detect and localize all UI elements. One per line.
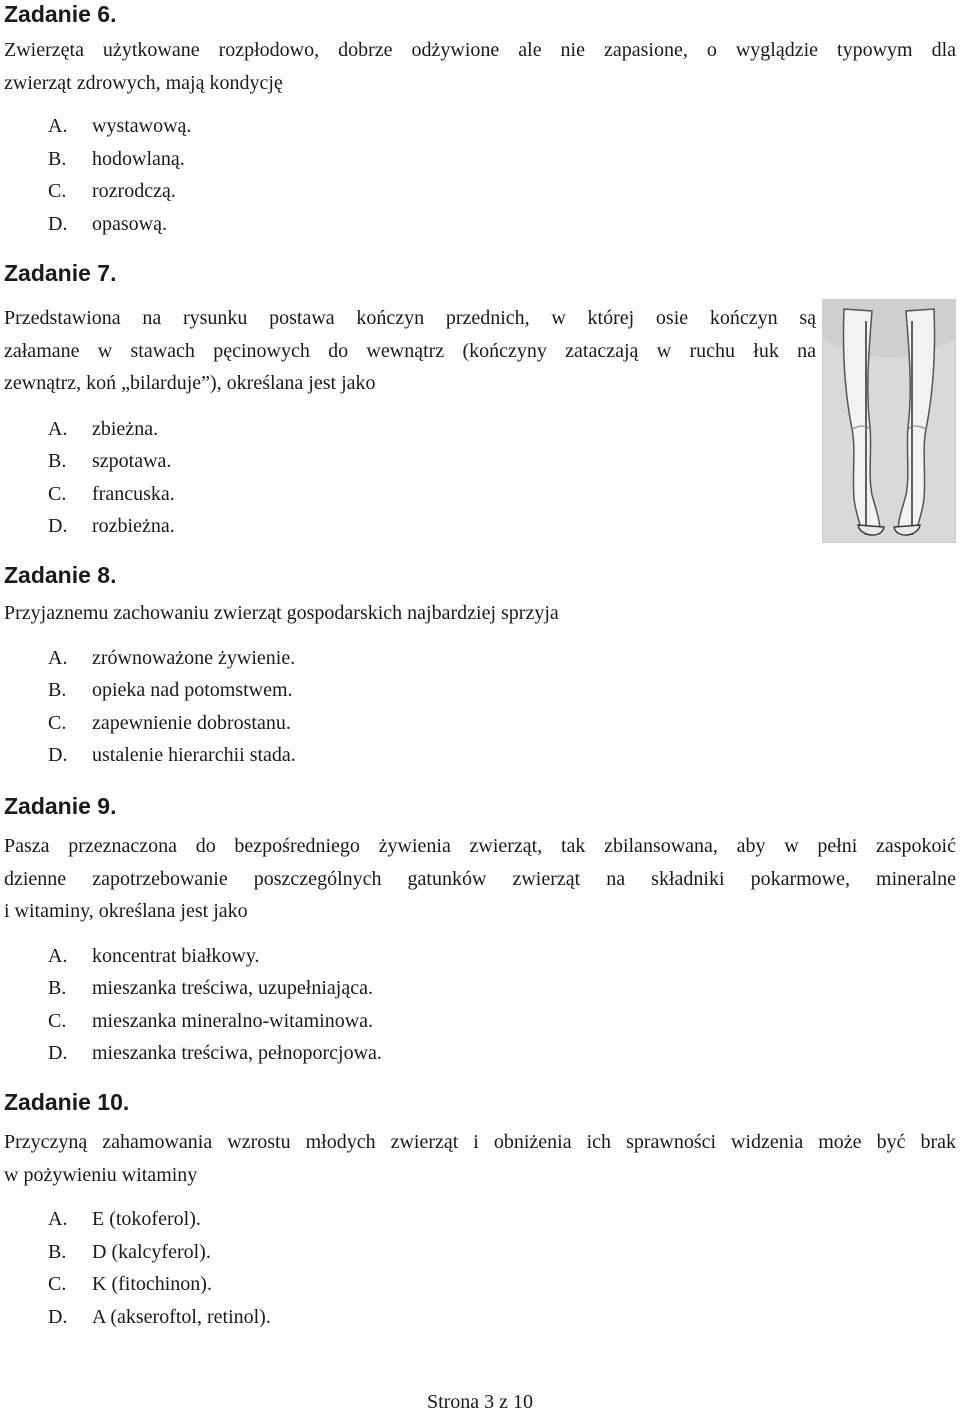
answer-option-c[interactable] [4, 1005, 956, 1038]
page-number: Strona 3 z 10 [426, 1391, 534, 1413]
answer-option-c[interactable] [4, 175, 956, 208]
answer-list [4, 940, 956, 1070]
answer-option-b[interactable] [4, 972, 956, 1005]
answer-option-d[interactable] [4, 739, 956, 772]
answer-list [4, 110, 956, 240]
answer-text: rozrodczą. [92, 180, 176, 202]
answer-letter: A. [48, 646, 68, 669]
answer-letter: B. [48, 679, 67, 701]
answer-text: rozbieżna. [92, 515, 175, 537]
answer-letter: D. [48, 1305, 68, 1328]
answer-option-d[interactable] [4, 1301, 956, 1334]
answer-text: ustalenie hierarchii stada. [92, 744, 296, 766]
answer-text: koncentrat białkowy. [92, 944, 260, 967]
question-line: Przyjaznemu zachowaniu zwierząt gospodarskich najbardziej sprzyja [4, 602, 559, 624]
answer-text: zrównoważone żywienie. [92, 646, 296, 669]
answer-text: opieka nad potomstwem. [92, 679, 293, 701]
answer-letter: B. [48, 977, 67, 999]
answer-option-a[interactable] [4, 413, 816, 446]
answer-list [4, 413, 816, 543]
answer-option-a[interactable] [4, 110, 956, 143]
answer-text: wystawową. [92, 115, 192, 137]
answer-option-b[interactable] [4, 674, 956, 707]
horse-legs-figure [822, 299, 956, 543]
answer-option-b[interactable] [4, 143, 956, 176]
answer-text: szpotawa. [92, 450, 172, 472]
answer-text: A (akseroftol, retinol). [92, 1305, 271, 1328]
answer-letter: B. [48, 147, 67, 170]
question-text [4, 1126, 956, 1191]
task-title: Zadanie 6. [4, 1, 117, 27]
task-8 [4, 561, 956, 772]
task-10 [4, 1088, 956, 1333]
answer-letter: D. [48, 212, 68, 235]
answer-list [4, 642, 956, 772]
question-line: dzienne zapotrzebowanie poszczególnych gatunków zwierząt na składniki pokarmowe, mineralne [4, 867, 956, 890]
answer-letter: A. [48, 944, 68, 967]
question-line: Zwierzęta użytkowane rozpłodowo, dobrze odżywione ale nie zapasione, o wyglądzie typowym dla [4, 39, 956, 61]
question-text [4, 597, 956, 630]
question-text [4, 302, 816, 400]
question-line: Przedstawiona na rysunku postawa kończyn przednich, w której osie kończyn są [4, 307, 816, 329]
answer-text: mieszanka mineralno-witaminowa. [92, 1009, 374, 1032]
answer-option-d[interactable] [4, 510, 816, 543]
answer-letter: C. [48, 711, 67, 734]
answer-text: opasową. [92, 212, 167, 235]
answer-letter: D. [48, 744, 68, 766]
answer-option-b[interactable] [4, 445, 816, 478]
task-title: Zadanie 9. [4, 793, 117, 819]
question-line: zewnątrz, koń „bilarduje”), określana jest jako [4, 372, 376, 394]
task-title: Zadanie 8. [4, 562, 117, 588]
answer-text: zbieżna. [92, 417, 159, 440]
answer-option-b[interactable] [4, 1236, 956, 1269]
question-line: Pasza przeznaczona do bezpośredniego żywienia zwierząt, tak zbilansowana, aby w pełni zaspokoić [4, 835, 956, 857]
answer-letter: C. [48, 482, 67, 505]
answer-option-c[interactable] [4, 478, 816, 511]
answer-text: K (fitochinon). [92, 1273, 212, 1295]
answer-letter: D. [48, 515, 68, 537]
answer-option-a[interactable] [4, 642, 956, 675]
answer-text: zapewnienie dobrostanu. [92, 711, 291, 734]
answer-letter: A. [48, 1208, 68, 1230]
question-line: w pożywieniu witaminy [4, 1163, 198, 1186]
answer-letter: C. [48, 1009, 67, 1032]
question-line: i witaminy, określana jest jako [4, 900, 248, 922]
answer-list [4, 1203, 956, 1333]
answer-text: D (kalcyferol). [92, 1240, 211, 1263]
answer-option-c[interactable] [4, 1268, 956, 1301]
answer-text: E (tokoferol). [92, 1208, 201, 1230]
answer-text: francuska. [92, 482, 175, 505]
answer-letter: A. [48, 115, 68, 137]
task-7 [4, 259, 816, 543]
answer-option-a[interactable] [4, 1203, 956, 1236]
task-9 [4, 792, 956, 1070]
answer-letter: A. [48, 417, 68, 440]
task-title: Zadanie 10. [4, 1089, 130, 1115]
answer-letter: D. [48, 1042, 68, 1064]
task-title: Zadanie 7. [4, 260, 117, 286]
question-line: załamane w stawach pęcinowych do wewnątrz (kończyny zataczają w ruchu łuk na [4, 339, 816, 362]
question-text [4, 34, 956, 99]
answer-option-c[interactable] [4, 707, 956, 740]
answer-option-a[interactable] [4, 940, 956, 973]
answer-letter: B. [48, 450, 67, 472]
question-line: zwierząt zdrowych, mają kondycję [4, 71, 283, 94]
answer-text: hodowlaną. [92, 147, 185, 170]
answer-letter: C. [48, 180, 67, 202]
answer-option-d[interactable] [4, 208, 956, 241]
task-6 [4, 0, 956, 240]
question-text [4, 830, 956, 928]
answer-option-d[interactable] [4, 1037, 956, 1070]
question-line: Przyczyną zahamowania wzrostu młodych zwierząt i obniżenia ich sprawności widzenia może być brak [4, 1131, 956, 1153]
answer-text: mieszanka treściwa, uzupełniająca. [92, 977, 373, 999]
answer-letter: C. [48, 1273, 67, 1295]
answer-text: mieszanka treściwa, pełnoporcjowa. [92, 1042, 382, 1064]
answer-letter: B. [48, 1240, 67, 1263]
